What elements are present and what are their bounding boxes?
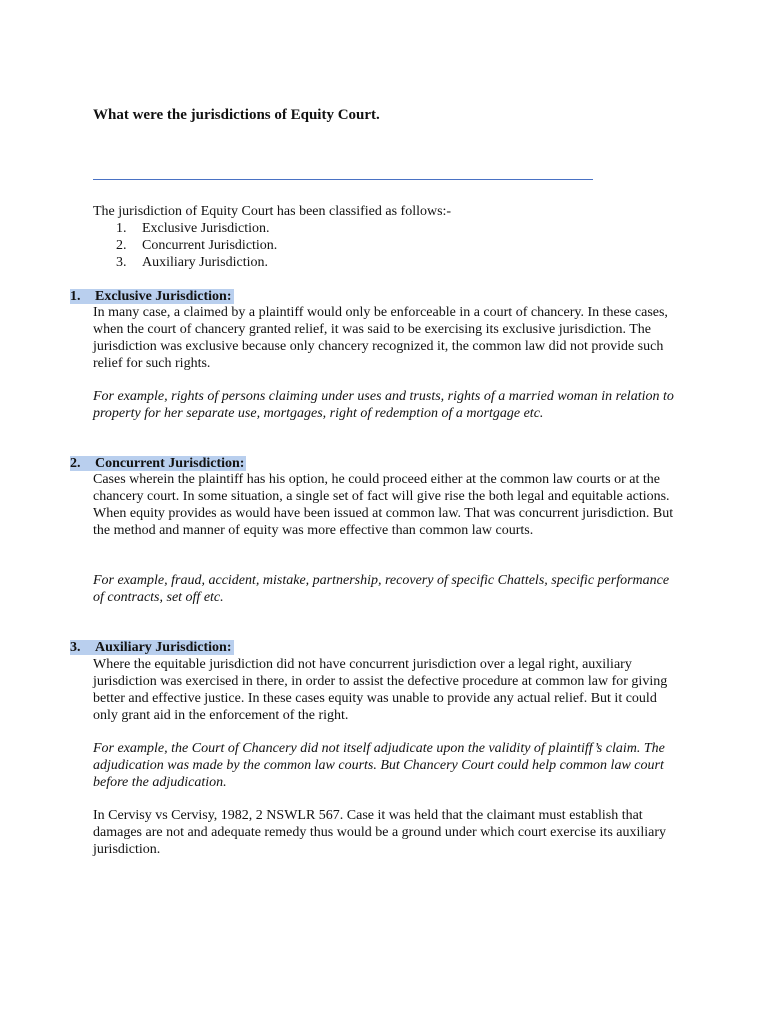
section-number: 3.	[70, 640, 81, 655]
jurisdiction-list	[116, 220, 277, 271]
list-number: 2.	[116, 238, 127, 253]
section-body-exclusive: In many case, a claimed by a plaintiff would only be enforceable in a court of chancery. In these cases, when the court of chancery granted relief, it was said to be exercising its exclusive jurisdiction. The jurisdiction was exclusive because only chancery recognized it, the common law did not provide such relief for such rights.	[93, 305, 668, 371]
section-title: Exclusive Jurisdiction:	[95, 289, 232, 304]
section-number: 1.	[70, 289, 81, 304]
list-item	[116, 254, 277, 271]
section-example-auxiliary: For example, the Court of Chancery did not itself adjudicate upon the validity of plaintiff’s claim. The adjudication was made by the common law courts. But Chancery Court could help common law court before the adjudication.	[93, 741, 665, 790]
list-number: 1.	[116, 221, 127, 236]
section-title: Concurrent Jurisdiction:	[95, 456, 245, 471]
list-label: Exclusive Jurisdiction.	[142, 221, 270, 236]
list-item	[116, 237, 277, 254]
section-title: Auxiliary Jurisdiction:	[95, 640, 232, 655]
heading-highlight	[70, 640, 234, 655]
list-item	[116, 220, 277, 237]
section-example-exclusive: For example, rights of persons claiming under uses and trusts, rights of a married woman in relation to property for her separate use, mortgages, right of redemption of a mortgage etc.	[93, 389, 674, 421]
heading-highlight	[70, 289, 234, 304]
case-note: In Cervisy vs Cervisy, 1982, 2 NSWLR 567. Case it was held that the claimant must establish that damages are not and adequate remedy thus would be a ground under which court exercise its auxiliary jurisdiction.	[93, 808, 667, 857]
section-heading-concurrent	[70, 455, 246, 472]
section-number: 2.	[70, 456, 81, 471]
section-heading-auxiliary	[70, 639, 234, 656]
section-heading-exclusive	[70, 288, 234, 305]
list-number: 3.	[116, 255, 127, 270]
section-body-concurrent: Cases wherein the plaintiff has his option, he could proceed either at the common law courts or at the chancery court. In some situation, a single set of fact will give rise the both legal and equitable actions. When equity provides as would have been issued at common law. That was concurrent jurisdiction. But the method and manner of equity was more effective than common law courts.	[93, 472, 674, 538]
horizontal-rule	[93, 179, 593, 180]
intro-text: The jurisdiction of Equity Court has been classified as follows:-	[93, 204, 452, 219]
section-example-concurrent: For example, fraud, accident, mistake, partnership, recovery of specific Chattels, specific performance of contracts, set off etc.	[93, 573, 670, 605]
heading-highlight	[70, 456, 246, 471]
document-title: What were the jurisdictions of Equity Court.	[93, 107, 380, 123]
list-label: Auxiliary Jurisdiction.	[142, 255, 268, 270]
list-label: Concurrent Jurisdiction.	[142, 238, 278, 253]
section-body-auxiliary: Where the equitable jurisdiction did not have concurrent jurisdiction over a legal right, auxiliary jurisdiction was exercised in there, in order to assist the defective procedure at common law for giving better and effective justice. In these cases equity was unable to provide any actual relief. But it could only grant aid in the enforcement of the right.	[93, 657, 668, 723]
